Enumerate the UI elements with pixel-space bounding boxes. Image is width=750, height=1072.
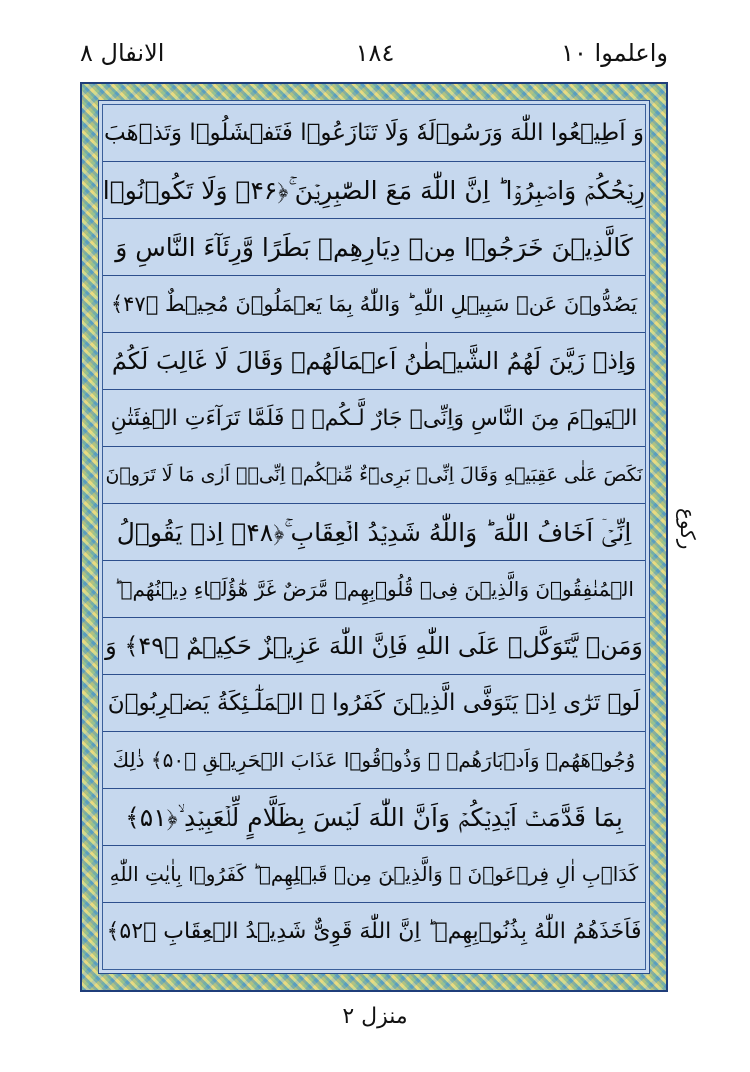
verse-line-5: وَاِذۡ زَيَّنَ لَهُمُ الشَّيۡطٰنُ اَعۡمَالَهُمۡ وَقَالَ لَا غَالِبَ لَكُمُ — [103, 333, 645, 390]
verse-line-2: رِيۡحُكُمۡ وَاصۡبِرُوۡا ؕ اِنَّ اللّٰهَ مَعَ الصّٰبِرِيۡنَ ۚ﴿۴۶﴾ وَلَا تَكُوۡنُوۡا — [103, 162, 645, 219]
text-panel — [98, 100, 650, 974]
verse-line-1: وَ اَطِيۡعُوا اللّٰهَ وَرَسُوۡلَهٗ وَلَا تَنَازَعُوۡا فَتَفۡشَلُوۡا وَتَذۡهَبَ — [103, 105, 645, 162]
verse-line-15: فَاَخَذَهُمُ اللّٰهُ بِذُنُوۡبِهِمۡ ؕ اِنَّ اللّٰهَ قَوِىٌّ شَدِيۡدُ الۡعِقَابِ ﴿۵۲﴾ — [106, 919, 642, 944]
verse-line-9: الۡمُنٰفِقُوۡنَ وَالَّذِيۡنَ فِىۡ قُلُوۡبِهِمۡ مَّرَضٌ غَرَّ هٰٓؤُلَۤاءِ دِيۡنُهُمۡ ؕ — [103, 561, 645, 618]
verse-line-12: وُجُوۡهَهُمۡ وَاَدۡبَارَهُمۡ ۚ وَذُوۡقُوۡا عَذَابَ الۡحَرِيۡقِ ﴿۵۰﴾ ذٰلِكَ — [103, 732, 645, 789]
manzil-footer: منزل ٢ — [342, 1004, 408, 1029]
verse-line-13: بِمَا قَدَّمَتۡ اَيۡدِيۡكُمۡ وَاَنَّ اللّٰهَ لَيۡسَ بِظَلَّامٍ لِّلۡعَبِيۡدِ ۙ﴿۵۱﴾ — [103, 789, 645, 846]
surah-title: الانفال ٨ — [80, 39, 165, 67]
verse-line-11: لَوۡ تَرٰٓى اِذۡ يَتَوَفَّى الَّذِيۡنَ كَفَرُوا ۙ الۡمَلٰٓـئِكَةُ يَضۡرِبُوۡنَ — [103, 675, 645, 732]
verse-line-8: اِنِّىۡۤ اَخَافُ اللّٰهَ ؕ وَاللّٰهُ شَدِيۡدُ الۡعِقَابِ ۚ﴿۴۸﴾ اِذۡ يَقُوۡلُ — [103, 504, 645, 561]
page-number: ١٨٤ — [355, 39, 395, 67]
verse-line-3: كَالَّذِيۡنَ خَرَجُوۡا مِنۡ دِيَارِهِمۡ بَطَرًا وَّرِئَآءَ النَّاسِ وَ — [103, 219, 645, 276]
verse-line-4: يَصُدُّوۡنَ عَنۡ سَبِيۡلِ اللّٰهِ ؕ وَاللّٰهُ بِمَا يَعۡمَلُوۡنَ مُحِيۡطٌ ﴿۴۷﴾ — [103, 276, 645, 333]
verse-line-14: كَدَاۡبِ اٰلِ فِرۡعَوۡنَ ۙ وَالَّذِيۡنَ مِنۡ قَبۡلِهِمۡ ؕ كَفَرُوۡا بِاٰيٰتِ اللّٰهِ — [103, 846, 645, 903]
verse-line-7: نَكَصَ عَلٰى عَقِبَيۡهِ وَقَالَ اِنِّىۡ بَرِىۡٓءٌ مِّنۡكُمۡ اِنِّىۡۤ اَرٰى مَا لَا تَرَوۡنَ — [103, 447, 645, 504]
verse-line-6: الۡيَوۡمَ مِنَ النَّاسِ وَاِنِّىۡ جَارٌ لَّـكُمۡ ۚ فَلَمَّا تَرَآءَتِ الۡفِئَتٰنِ — [103, 390, 645, 447]
ruku-marker — [672, 498, 704, 560]
juz-title: واعلموا ١٠ — [561, 39, 668, 67]
ornamental-border — [80, 82, 668, 992]
verse-lines — [102, 104, 646, 970]
page-header — [0, 0, 750, 80]
ruku-label: رکوع — [676, 508, 700, 550]
verse-line-10: وَمَنۡ يَّتَوَكَّلۡ عَلَى اللّٰهِ فَاِنَّ اللّٰهَ عَزِيۡزٌ حَكِيۡمٌ ﴿۴۹﴾ وَ — [103, 618, 645, 675]
